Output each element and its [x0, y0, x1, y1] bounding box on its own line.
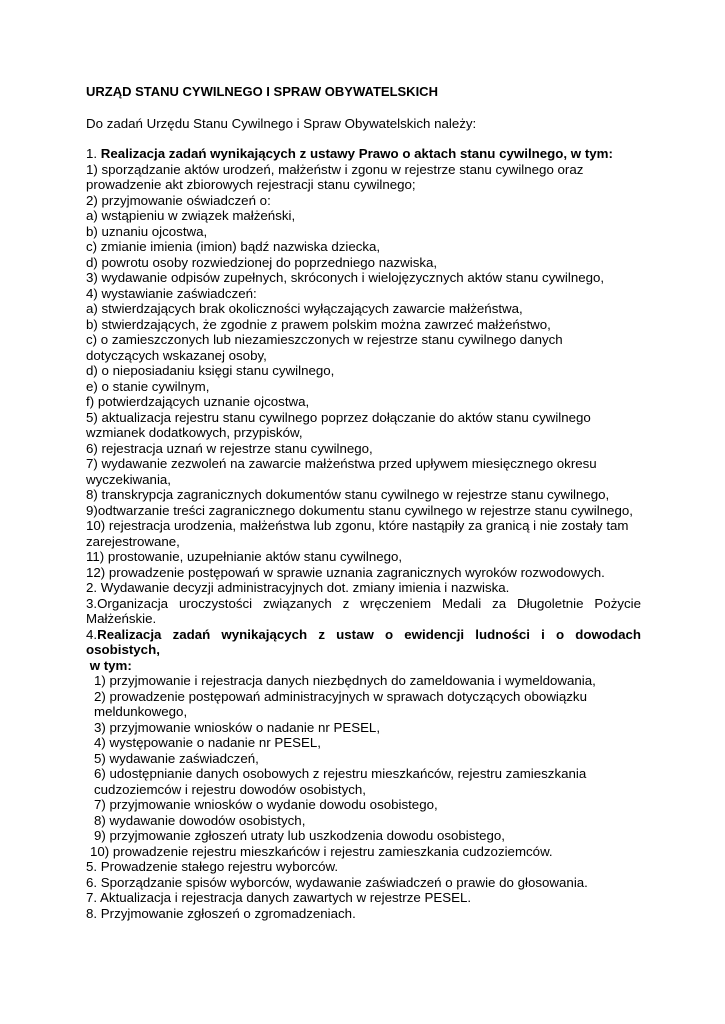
- list-item: 10) rejestracja urodzenia, małżeństwa lub zgonu, które nastąpiły za granicą i nie zostały tam: [86, 518, 629, 533]
- list-item: 11) prostowanie, uzupełnianie aktów stanu cywilnego,: [86, 549, 403, 564]
- list-item: 4) występowanie o nadanie nr PESEL,: [94, 735, 321, 750]
- intro-text: Do zadań Urzędu Stanu Cywilnego i Spraw Obywatelskich należy:: [86, 115, 477, 131]
- list-item: a) wstąpieniu w związek małżeński,: [86, 208, 296, 223]
- list-item: dotyczących wskazanej osoby,: [86, 347, 267, 363]
- section-1-heading: [86, 146, 641, 162]
- list-item: 12) prowadzenie postępowań w sprawie uznania zagranicznych wyroków rozwodowych.: [86, 564, 605, 580]
- document-page: [86, 84, 641, 921]
- list-item: 1) sporządzanie aktów urodzeń, małżeństw i zgonu w rejestrze stanu cywilnego oraz: [86, 161, 584, 177]
- list-item: 7) wydawanie zezwoleń na zawarcie małżeństwa przed upływem miesięcznego okresu: [86, 456, 597, 471]
- section-4-title-line-3: w tym:: [86, 657, 132, 673]
- section-1-number: 1.: [86, 146, 101, 161]
- item-3-line-2: Małżeńskie.: [86, 611, 157, 626]
- list-item: wzmianek dodatkowych, przypisków,: [86, 425, 303, 440]
- list-item: 8) wydawanie dowodów osobistych,: [94, 812, 306, 828]
- list-item: prowadzenie akt zbiorowych rejestracji stanu cywilnego;: [86, 177, 416, 192]
- list-item: 6) rejestracja uznań w rejestrze stanu cywilnego,: [86, 440, 373, 456]
- list-item: 9) przyjmowanie zgłoszeń utraty lub uszkodzenia dowodu osobistego,: [94, 828, 505, 843]
- list-item: 3) przyjmowanie wniosków o nadanie nr PESEL,: [94, 719, 381, 735]
- list-item: meldunkowego,: [94, 704, 188, 719]
- item-6: 6. Sporządzanie spisów wyborców, wydawanie zaświadczeń o prawie do głosowania.: [86, 874, 588, 890]
- list-item: e) o stanie cywilnym,: [86, 378, 210, 394]
- list-item: 8) transkrypcja zagranicznych dokumentów stanu cywilnego w rejestrze stanu cywilnego,: [86, 487, 610, 502]
- list-item: zarejestrowane,: [86, 533, 180, 549]
- list-item: 5) aktualizacja rejestru stanu cywilnego poprzez dołączanie do aktów stanu cywilnego: [86, 409, 591, 425]
- section-4-heading: [86, 627, 641, 643]
- list-item: wyczekiwania,: [86, 471, 171, 487]
- list-item: b) uznaniu ojcostwa,: [86, 223, 208, 239]
- list-item: a) stwierdzających brak okoliczności wyłączających zawarcie małżeństwa,: [86, 301, 523, 316]
- list-item: cudzoziemców i rejestru dowodów osobistych,: [94, 781, 366, 797]
- item-3-line-1: 3.Organizacja uroczystości związanych z wręczeniem Medali za Długoletnie Pożycie: [86, 595, 641, 611]
- section-4-title: Realizacja zadań wynikających z ustaw o ewidencji ludności i o dowodach: [97, 626, 641, 642]
- list-item: d) o nieposiadaniu księgi stanu cywilnego,: [86, 363, 335, 378]
- item-8: 8. Przyjmowanie zgłoszeń o zgromadzeniach.: [86, 905, 356, 921]
- list-item: 4) wystawianie zaświadczeń:: [86, 285, 257, 301]
- list-item: 6) udostępnianie danych osobowych z rejestru mieszkańców, rejestru zamieszkania: [94, 766, 587, 781]
- item-7: 7. Aktualizacja i rejestracja danych zawartych w rejestrze PESEL.: [86, 890, 472, 905]
- section-4-number: 4.: [86, 626, 98, 642]
- list-item: 2) prowadzenie postępowań administracyjnych w sprawach dotyczących obowiązku: [94, 688, 587, 704]
- section-1-title: Realizacja zadań wynikających z ustawy Prawo o aktach stanu cywilnego, w tym:: [100, 146, 613, 161]
- item-5: 5. Prowadzenie stałego rejestru wyborców.: [86, 859, 339, 874]
- list-item: 10) prowadzenie rejestru mieszkańców i rejestru zamieszkania cudzoziemców.: [90, 843, 553, 859]
- item-2: 2. Wydawanie decyzji administracyjnych dot. zmiany imienia i nazwiska.: [86, 580, 510, 595]
- list-item: 1) przyjmowanie i rejestracja danych niezbędnych do zameldowania i wymeldowania,: [94, 673, 596, 688]
- page-title: URZĄD STANU CYWILNEGO I SPRAW OBYWATELSKICH: [86, 84, 438, 99]
- list-item: f) potwierdzających uznanie ojcostwa,: [86, 394, 310, 409]
- list-item: c) o zamieszczonych lub niezamieszczonych w rejestrze stanu cywilnego danych: [86, 332, 563, 347]
- list-item: 5) wydawanie zaświadczeń,: [94, 750, 259, 766]
- list-item: 9)odtwarzanie treści zagranicznego dokumentu stanu cywilnego w rejestrze stanu cywilnego,: [86, 502, 633, 518]
- list-item: 7) przyjmowanie wniosków o wydanie dowodu osobistego,: [94, 797, 438, 812]
- list-item: b) stwierdzających, że zgodnie z prawem polskim można zawrzeć małżeństwo,: [86, 316, 551, 332]
- list-item: c) zmianie imienia (imion) bądź nazwiska dziecka,: [86, 239, 381, 254]
- section-4-title-line-2: osobistych,: [86, 642, 160, 657]
- list-item: 3) wydawanie odpisów zupełnych, skróconych i wielojęzycznych aktów stanu cywilnego,: [86, 270, 605, 285]
- list-item: 2) przyjmowanie oświadczeń o:: [86, 192, 271, 208]
- list-item: d) powrotu osoby rozwiedzionej do poprzedniego nazwiska,: [86, 254, 438, 270]
